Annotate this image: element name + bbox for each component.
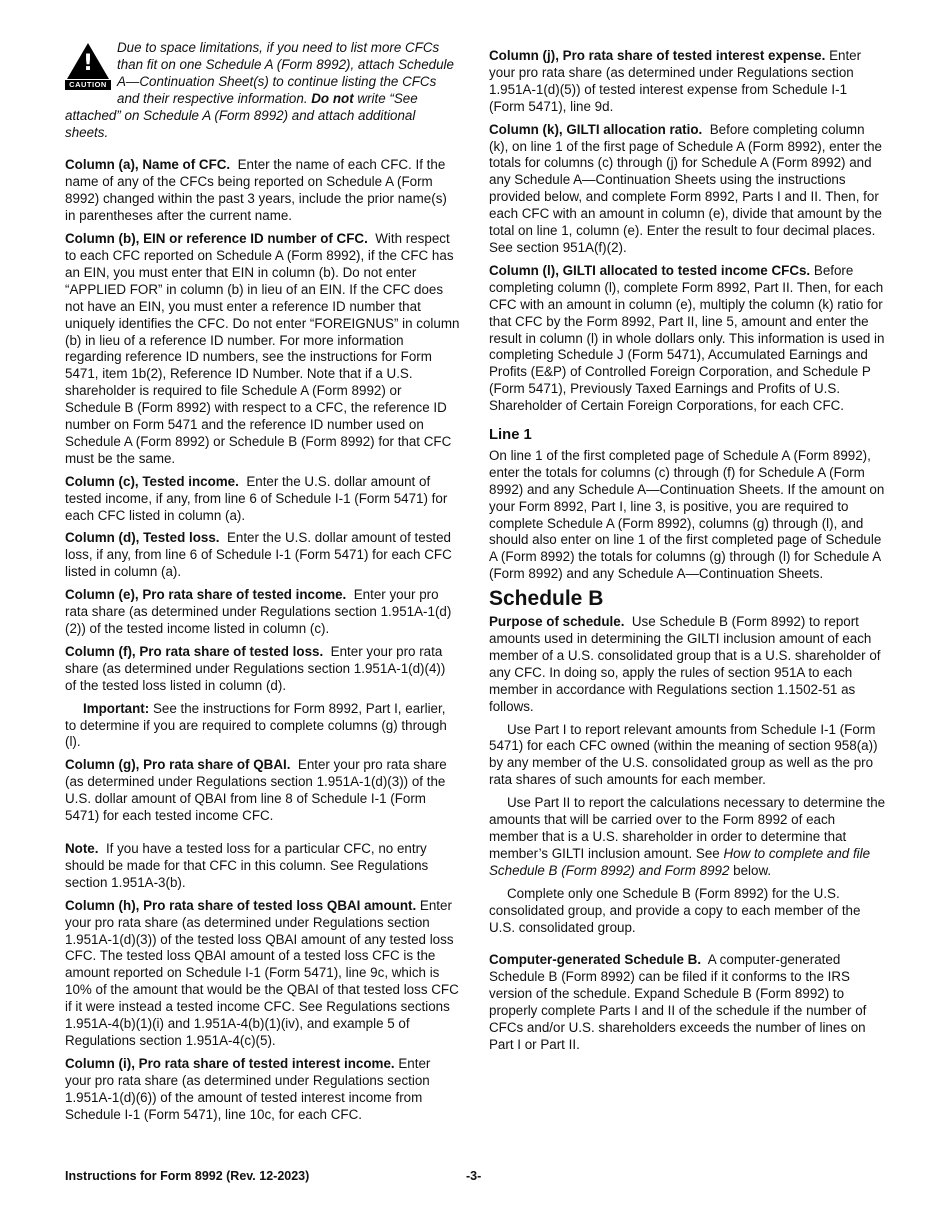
footer-title: Instructions for Form 8992 (Rev. 12-2023) bbox=[65, 1169, 310, 1183]
part-1-paragraph: Use Part I to report relevant amounts from Schedule I-1 (Form 5471) for each CFC owned (within the meaning of section 958(a)) by any member of the U.S. consolidated group as well as the pro rata shares of such amounts for each member. bbox=[489, 721, 878, 788]
part-2-paragraph: Use Part II to report the calculations necessary to determine the amounts that will be carried over to the Form 8992 of each member that is a U.S. shareholder in order to determine that member’s GILTI inclusion amount. See How to complete and file Schedule B (Form 8992) and Form 8992 below. bbox=[489, 795, 886, 878]
left-column bbox=[65, 40, 460, 1129]
caution-box bbox=[65, 40, 460, 141]
column-c-paragraph: Column (c), Tested income. Enter the U.S. dollar amount of tested income, if any, from line 6 of Schedule I-1 (Form 5471) for each CFC listed in column (a). bbox=[65, 473, 448, 523]
purpose-paragraph: Purpose of schedule. Use Schedule B (Form 8992) to report amounts used in determining the GILTI inclusion amount of each member of a U.S. consolidated group that is a U.S. shareholder of any CFC. In doing so, apply the rules of section 951A to each member in accordance with Regulations section 1.1502-51 as follows. bbox=[489, 614, 881, 714]
column-f-paragraph: Column (f), Pro rata share of tested loss. Enter your pro rata share (as determined under Regulations section 1.951A-1(d)(4)) of the tested loss listed in column (d). bbox=[65, 643, 446, 693]
column-j-paragraph: Column (j), Pro rata share of tested interest expense. Enter your pro rata share (as determined under Regulations section 1.951A-1(d)(5)) of tested interest expense from Schedule I-1 (Form 5471), line 9d. bbox=[489, 48, 862, 114]
column-g-paragraph: Column (g), Pro rata share of QBAI. Enter your pro rata share (as determined under Regulations section 1.951A-1(d)(3)) of the U.S. dollar amount of QBAI from line 8 of Schedule I-1 (Form 5471) for each tested income CFC. bbox=[65, 757, 447, 824]
complete-paragraph: Complete only one Schedule B (Form 8992) for the U.S. consolidated group, and provide a copy to each member of the U.S. consolidated group. bbox=[489, 885, 861, 935]
caution-label: CAUTION bbox=[65, 80, 111, 90]
line-1-heading: Line 1 bbox=[489, 427, 532, 444]
caution-icon: ! CAUTION bbox=[65, 43, 111, 91]
column-k-paragraph: Column (k), GILTI allocation ratio. Before completing column (k), on line 1 of the first page of Schedule A (Form 8992), enter the totals for columns (c) through (j) for Schedule A (Form 8992) and any Schedule A—Continuation Sheets using the instructions provided below, and complete Form 8992, Parts I and II. Then, for each CFC with an amount in column (e), divide that amount by the total on line 1, column (e). Enter the result to four decimal places. See section 951A(f)(2). bbox=[489, 121, 883, 255]
schedule-b-heading: Schedule B bbox=[489, 587, 604, 611]
column-b-paragraph: Column (b), EIN or reference ID number of CFC. With respect to each CFC reported on Schedule A (Form 8992), if the CFC has an EIN, you must enter that EIN in column (b). Do not enter “APPLIED FOR” in column (b) in lieu of an EIN. If the CFC does not have an EIN, you must enter a reference ID number that uniquely identifies the CFC. Do not enter “FOREIGNUS” in column (b) in lieu of a reference ID number. For more information regarding reference ID numbers, see the instructions for Form 5471, item 1b(2), Reference ID Number. Note that if a U.S. shareholder is required to file Schedule A (Form 8992) or Schedule B (Form 8992) with respect to a CFC, the reference ID number on Form 5471 and the reference ID number used on Schedule A (Form 8992) or Schedule B (Form 8992) for that CFC must be the same. bbox=[65, 231, 460, 466]
right-column bbox=[489, 48, 886, 1060]
column-i-paragraph: Column (i), Pro rata share of tested interest income. Enter your pro rata share (as determined under Regulations section 1.951A-1(d)(6)) of the amount of tested interest income from Schedule I-1 (Form 5471), line 10c, for each CFC. bbox=[65, 1055, 431, 1122]
line-1-paragraph: On line 1 of the first completed page of Schedule A (Form 8992), enter the totals for columns (c) through (f) for Schedule A (Form 8992) and any Schedule A—Continuation Sheets. If the amount on your Form 8992, Part I, line 3, is positive, you are required to complete Schedule A (Form 8992), columns (g) through (l), and should also enter on line 1 of the first completed page of Schedule A (Form 8992) the totals for columns (g) through (l) for Schedule A (Form 8992) and any Schedule A—Continuation Sheets. bbox=[489, 447, 885, 582]
note-paragraph: Note. If you have a tested loss for a particular CFC, no entry should be made for that CFC in this column. See Regulations section 1.951A-3(b). bbox=[65, 840, 429, 890]
column-l-paragraph: Column (l), GILTI allocated to tested income CFCs. Before completing column (l), complete Form 8992, Part II. Then, for each CFC with an amount in column (e), multiply the column (k) ratio for that CFC by the Form 8992, Part II, line 5, amount and enter the result in column (l) in whole dollars only. This information is used in completing Schedule J (Form 5471), Accumulated Earnings and Profits (E&P) of Controlled Foreign Corporation, and Schedule P (Form 5471), Previously Taxed Earnings and Profits of U.S. Shareholder of Certain Foreign Corporations, for each CFC. bbox=[489, 262, 885, 414]
column-d-paragraph: Column (d), Tested loss. Enter the U.S. dollar amount of tested loss, if any, from line 6 of Schedule I-1 (Form 5471) for each CFC listed in column (a). bbox=[65, 530, 452, 580]
column-a-paragraph: Column (a), Name of CFC. Enter the name of each CFC. If the name of any of the CFCs being reported on Schedule A (Form 8992) changed within the past 3 years, include the prior name(s) in parentheses after the current name. bbox=[65, 157, 447, 224]
column-h-paragraph: Column (h), Pro rata share of tested loss QBAI amount. Enter your pro rata share (as determined under Regulations section 1.951A-1(d)(3)) of the tested loss QBAI amount of any tested loss CFC. The tested loss QBAI amount of a tested loss CFC is the amount reported on Schedule I-1 (Form 5471), line 9c, which is 10% of the amount that would be the QBAI of that tested loss CFC if it were instead a tested income CFC. See Regulations sections 1.951A-4(b)(1)(i) and 1.951A-4(b)(1)(iv), and example 5 of Regulations section 1.951A-4(c)(5). bbox=[65, 897, 459, 1048]
important-paragraph: Important: See the instructions for Form 8992, Part I, earlier, to determine if you are required to complete columns (g) through (l). bbox=[65, 700, 447, 750]
caution-text: Due to space limitations, if you need to list more CFCs than fit on one Schedule A (Form 8992), attach Schedule A—Continuation Sheet(s) to continue listing the CFCs and their respective information. Do not write “See attached” on Schedule A (Form 8992) and attach additional sheets. bbox=[65, 40, 454, 140]
computer-generated-paragraph: Computer-generated Schedule B. A computer-generated Schedule B (Form 8992) can be filed if it conforms to the IRS version of the schedule. Expand Schedule B (Form 8992) to properly complete Parts I and II of the schedule if the number of CFCs and/or U.S. shareholders exceeds the number of lines on Part I or Part II. bbox=[489, 952, 867, 1052]
page-number: -3- bbox=[466, 1169, 482, 1183]
column-e-paragraph: Column (e), Pro rata share of tested income. Enter your pro rata share (as determined under Regulations section 1.951A-1(d)(2)) of the tested income listed in column (c). bbox=[65, 587, 452, 636]
